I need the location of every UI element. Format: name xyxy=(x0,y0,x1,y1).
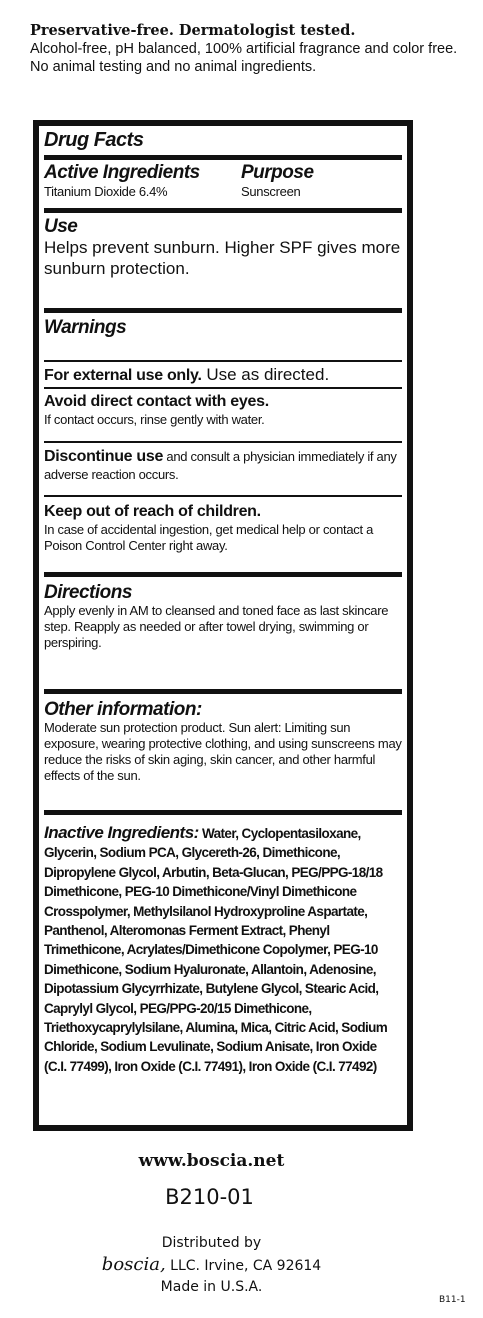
distributed-by-label: Distributed by xyxy=(161,1235,262,1251)
warnings-header-section xyxy=(44,313,402,362)
intro-headline: Preservative-free. Dermatologist tested. xyxy=(30,22,356,39)
eyes-warning-text: If contact occurs, rinse gently with water. xyxy=(44,412,265,427)
external-use-bold: For external use only. xyxy=(44,367,202,384)
external-use-rest: Use as directed. xyxy=(201,365,330,384)
directions-section xyxy=(44,577,402,694)
intro-block xyxy=(30,22,470,76)
discontinue-bold: Discontinue use xyxy=(44,448,164,465)
use-header: Use xyxy=(44,216,78,237)
discontinue-text: and consult a physician immediately if any adverse reaction occurs. xyxy=(44,449,397,482)
discontinue-section xyxy=(44,443,402,497)
website-link[interactable]: www.boscia.net xyxy=(138,1151,285,1171)
lot-code: B11-1 xyxy=(439,1295,466,1305)
children-warning-section xyxy=(44,497,402,577)
use-text: Helps prevent sunburn. Higher SPF gives more sunburn protection. xyxy=(44,238,401,278)
active-ingredients-header: Active Ingredients xyxy=(44,162,200,183)
other-information-section xyxy=(44,694,402,815)
external-use-section xyxy=(44,362,402,389)
warnings-header: Warnings xyxy=(44,317,127,338)
purpose: Sunscreen xyxy=(241,184,301,199)
drug-facts-title: Drug Facts xyxy=(44,129,144,151)
inactive-ingredients-section xyxy=(44,815,402,1076)
inactive-ingredients-header: Inactive Ingredients: xyxy=(44,823,199,842)
children-warning-text: In case of accidental ingestion, get medical help or contact a Poison Control Center right away. xyxy=(44,522,373,553)
children-warning-bold: Keep out of reach of children. xyxy=(44,503,261,520)
directions-text: Apply evenly in AM to cleansed and toned face as last skincare step. Reapply as needed or after towel drying, swimming or perspiring. xyxy=(44,603,389,650)
other-information-header: Other information: xyxy=(44,699,202,720)
drug-facts-panel xyxy=(33,120,413,1131)
inactive-ingredients-text: Water, Cyclopentasiloxane, Glycerin, Sodium PCA, Glycereth-26, Dimethicone, Dipropylene Glycol, Arbutin, Beta-Glucan, PEG/PPG-18/18 Dimethicone, PEG-10 Dimethicone/Vinyl Dimethicone Crosspolymer, Methylsilanol Hydroxyproline Aspartate, Panthenol, Alteromonas Ferment Extract, Phenyl Trimethicone, Acrylates/Dimethicone Copolymer, PEG-10 Dimethicone, Sodium Hyaluronate, Allantoin, Adenosine, Dipotassium Glycyrrhizate, Butylene Glycol, Stearic Acid, Caprylyl Glycol, PEG/PPG-20/15 Dimethicone, Triethoxycaprylylsilane, Alumina, Mica, Citric Acid, Sodium Chloride, Sodium Levulinate, Sodium Anisate, Iron Oxide (C.I. 77499), Iron Oxide (C.I. 77491), Iron Oxide (C.I. 77492) xyxy=(44,826,388,1074)
intro-text: Alcohol-free, pH balanced, 100% artificial fragrance and color free. No animal testing and no animal ingredients. xyxy=(30,41,458,75)
product-code: B210-01 xyxy=(165,1185,254,1209)
other-information-text: Moderate sun protection product. Sun alert: Limiting sun exposure, wearing protective clothing, and using sunscreens may reduce the risks of skin aging, skin cancer, and other harmful effects of the sun. xyxy=(44,720,402,783)
use-section xyxy=(44,213,402,313)
made-in-label: Made in U.S.A. xyxy=(160,1279,263,1295)
brand-name: boscia, xyxy=(101,1254,166,1275)
eyes-warning-bold: Avoid direct contact with eyes. xyxy=(44,393,269,410)
drug-facts-title-section xyxy=(44,126,402,160)
active-ingredients-section xyxy=(44,160,402,213)
distributor-block xyxy=(0,1233,453,1298)
purpose-header: Purpose xyxy=(241,162,314,183)
directions-header: Directions xyxy=(44,582,132,603)
eyes-warning-section xyxy=(44,389,402,443)
company-address: LLC. Irvine, CA 92614 xyxy=(165,1258,322,1274)
active-ingredient: Titanium Dioxide 6.4% xyxy=(44,184,168,199)
